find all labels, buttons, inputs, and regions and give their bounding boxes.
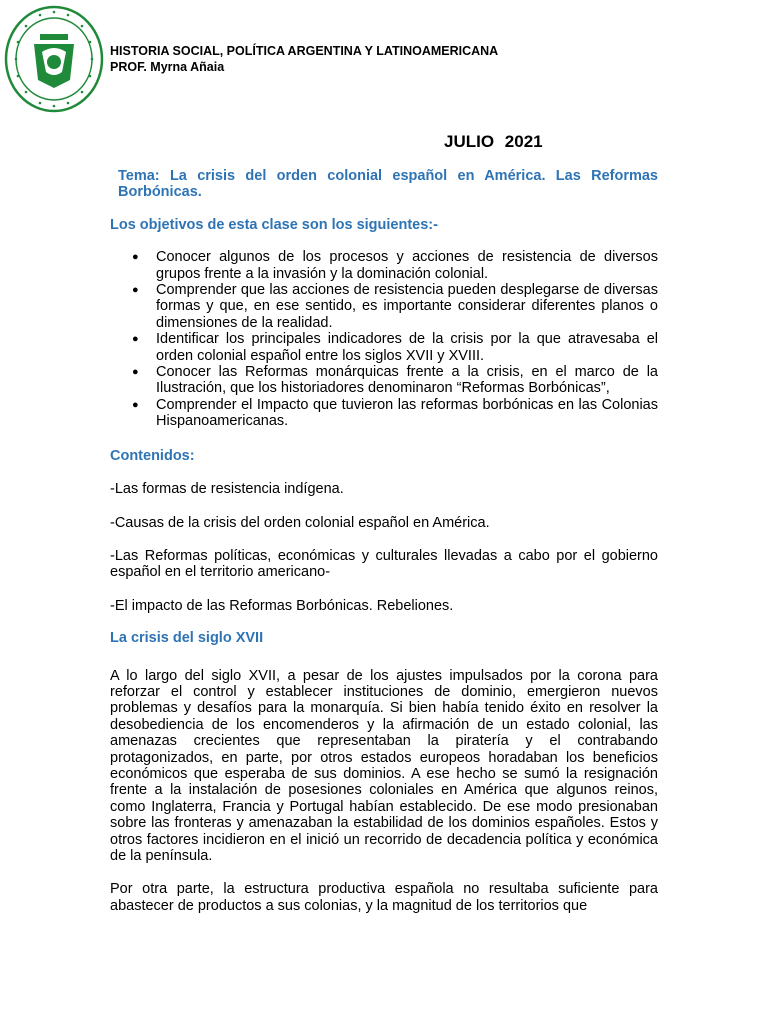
body-paragraph: A lo largo del siglo XVII, a pesar de los ajustes impulsados por la corona para reforzar el control y establecer instituciones de dominio, emergieron nuevos problemas y desafíos para la monarquía. Si bien había tenido éxito en resolver la desobediencia de los encomenderos y la afirmación de un estado colonial, las amenazas crecientes que representaban la piratería y el contrabando protagonizados, en parte, por otros estados europeos horadaban los beneficios económicos que esperaba de sus dominios. A ese hecho se sumó la resignación frente a la instalación de posesiones coloniales en América que algunos reinos, como Inglaterra, Francia y Portugal habían establecido. De ese modo presionaban sobre las fronteras y amenazaban la estabilidad de los dominios españoles. Estos y otros factores incidieron en el inició un recorrido de decadencia política y económica de la península. [110, 667, 658, 864]
body-paragraph: Por otra parte, la estructura productiva española no resultaba suficiente para abastecer de productos a sus colonias, y la magnitud de los territorios que [110, 881, 658, 914]
list-item: ● Conocer las Reformas monárquicas frente a la crisis, en el marco de la Ilustración, que los historiadores denominaron “Reformas Borbónicas”, [132, 364, 658, 397]
bullet-icon: ● [132, 333, 139, 346]
content-item: -Las formas de resistencia indígena. [110, 481, 344, 498]
objectives-heading: Los objetivos de esta clase son los siguientes:- [110, 216, 438, 233]
content-item: -Las Reformas políticas, económicas y culturales llevadas a cabo por el gobierno español en el territorio americano- [110, 547, 658, 581]
lesson-topic: Tema: La crisis del orden colonial español en América. Las Reformas Borbónicas. [118, 168, 658, 201]
list-item: ● Conocer algunos de los procesos y acciones de resistencia de diversos grupos frente a la invasión y la dominación colonial. [132, 249, 658, 282]
bullet-icon: ● [132, 251, 139, 264]
content-item: -Causas de la crisis del orden colonial español en América. [110, 514, 490, 531]
bullet-icon: ● [132, 284, 139, 297]
content-item: -El impacto de las Reformas Borbónicas. Rebeliones. [110, 597, 454, 614]
school-logo [4, 4, 104, 114]
list-item: ● Comprender el Impacto que tuvieron las reformas borbónicas en las Colonias Hispanoamericanas. [132, 396, 658, 430]
professor-name: PROF. Myrna Añaia [110, 60, 225, 74]
bullet-icon: ● [132, 366, 139, 379]
objectives-list [110, 249, 658, 429]
school-seal-icon [4, 4, 104, 114]
document-body [110, 168, 658, 914]
section-heading: La crisis del siglo XVII [110, 630, 264, 647]
list-item: ● Identificar los principales indicadores de la crisis por la que atravesaba el orden colonial español entre los siglos XVII y XVIII. [132, 331, 658, 364]
document-header [110, 43, 498, 75]
contents-heading: Contenidos: [110, 447, 195, 464]
bullet-icon: ● [132, 398, 139, 411]
list-item: ● Comprender que las acciones de resistencia pueden desplegarse de diversas formas y que, en ese sentido, es importante considerar diferentes planos o dimensiones de la realidad. [132, 282, 658, 331]
course-title: HISTORIA SOCIAL, POLÍTICA ARGENTINA Y LATINOAMERICANA [110, 44, 499, 58]
document-date: JULIO 2021 [444, 132, 543, 151]
